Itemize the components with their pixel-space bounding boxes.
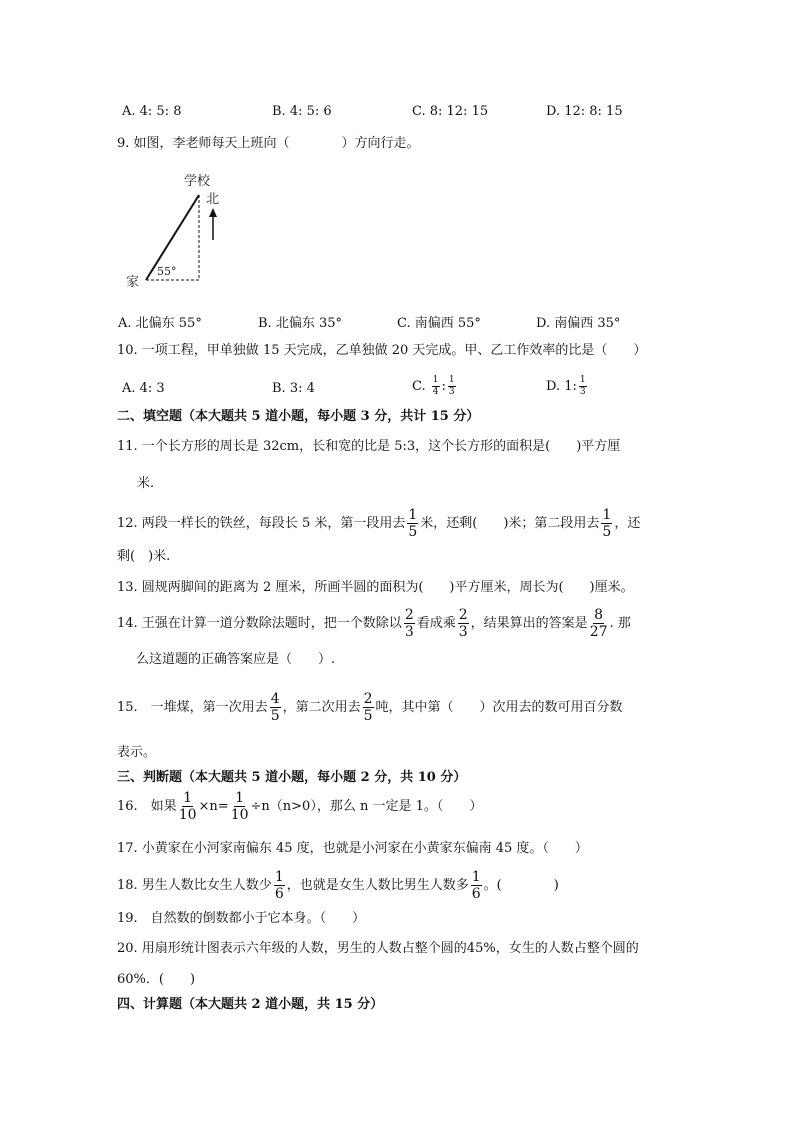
q8-option-c: C. 8: 12: 15 [412, 104, 489, 119]
q18-text: 18. 男生人数比女生人数少 $\frac{1}{6}$ ，也就是女生人数比男生人数多 $\frac{1}{6}$ 。( ) [117, 869, 559, 902]
q19-text: 19. 自然数的倒数都小于它本身。（ ） [117, 911, 366, 926]
q14-line1: 14. 王强在计算一道分数除法题时，把一个数除以 $\frac{2}{3}$ 看成乘 $\frac{2}{3}$ ，结果算出的答案是 $\frac{8}{27}$ . 那 [117, 607, 631, 640]
q14-line2: 么这道题的正确答案应是（ ）. [136, 652, 336, 667]
q15-line1: 15. 一堆煤，第一次用去 $\frac{4}{5}$ ，第二次用去 $\frac{2}{5}$ 吨，其中第（ ）次用去的数可用百分数 [117, 691, 623, 724]
q9-option-b: B. 北偏东 35° [258, 316, 342, 331]
q13-text: 13. 圆规两脚间的距离为 2 厘米，所画半圆的面积为( )平方厘米，周长为( )厘米。 [117, 580, 634, 595]
figure-home-label: 家 [126, 275, 140, 290]
q10-option-a: A. 4: 3 [122, 381, 165, 396]
q9-option-a: A. 北偏东 55° [118, 316, 202, 331]
figure-school-label: 学校 [184, 174, 211, 189]
direction-figure [122, 170, 232, 290]
section-2-heading: 二、填空题（本大题共 5 道小题，每小题 3 分，共计 15 分） [117, 409, 480, 424]
q20-line1: 20. 用扇形统计图表示六年级的人数，男生的人数占整个圆的45%，女生的人数占整个圆的 [117, 941, 639, 956]
figure-north-label: 北 [206, 192, 220, 207]
q8-option-b: B. 4: 5: 6 [272, 104, 332, 119]
q11-line2: 米. [137, 476, 155, 491]
section-3-heading: 三、判断题（本大题共 5 道小题，每小题 2 分，共 10 分） [117, 770, 467, 785]
q10-option-c: C. $\frac{1}{4}$ : $\frac{1}{3}$ [412, 375, 455, 397]
q10-option-d: D. 1: $\frac{1}{3}$ [546, 375, 586, 397]
q17-text: 17. 小黄家在小河家南偏东 45 度，也就是小河家在小黄家东偏南 45 度。（ ） [117, 841, 588, 856]
q16-text: 16. 如果 $\frac{1}{10}$ ×n= $\frac{1}{10}$ ÷n（n>0），那么 n 一定是 1。（ ） [117, 790, 483, 823]
q12-line2: 剩( )米. [117, 549, 171, 564]
q8-option-a: A. 4: 5: 8 [122, 104, 182, 119]
q11-line1: 11. 一个长方形的周长是 32cm，长和宽的比是 5:3，这个长方形的面积是( )平方厘 [117, 439, 621, 454]
q10-text: 10. 一项工程，甲单独做 15 天完成，乙单独做 20 天完成。甲、乙工作效率的比是（ ） [117, 343, 647, 358]
section-4-heading: 四、计算题（本大题共 2 道小题，共 15 分） [117, 997, 384, 1012]
q15-line2: 表示。 [117, 745, 157, 760]
q9-text: 9. 如图，李老师每天上班向（ ）方向行走。 [117, 136, 420, 151]
q20-line2: 60%．( ) [117, 972, 196, 987]
q12-line1: 12. 两段一样长的铁丝，每段长 5 米，第一段用去 $\frac{1}{5}$ 米，还剩( )米；第二段用去 $\frac{1}{5}$ ，还 [117, 507, 641, 540]
q10-option-b: B. 3: 4 [272, 381, 315, 396]
q9-option-d: D. 南偏西 35° [536, 316, 621, 331]
north-arrowhead-icon [209, 208, 217, 217]
q8-option-d: D. 12: 8: 15 [546, 104, 623, 119]
figure-angle-label: 55° [157, 265, 177, 278]
q9-option-c: C. 南偏西 55° [397, 316, 481, 331]
